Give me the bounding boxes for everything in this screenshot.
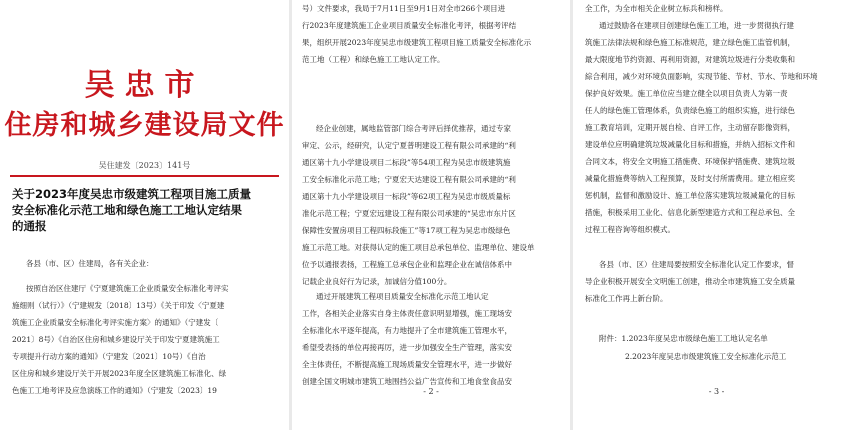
text-line: 过程工程咨询等组织模式。: [585, 225, 675, 234]
text-line: 工安全标准化示范工地；宁夏宏天达建设工程有限公司承建的“利: [302, 175, 516, 184]
document-number: 吴住建发〔2023〕141号: [98, 161, 191, 170]
title-line: 的通报: [12, 219, 47, 233]
text-line: 最大限度地节约资源、再利用资源，对建筑垃圾进行分类收集和: [585, 55, 795, 64]
text-line: 全标准化水平逐年提高，有力地提升了全市建筑施工管理水平，: [302, 326, 512, 335]
text-line: 区住房和城乡建设厅关于开展2023年度全区建筑施工标准化、绿: [12, 369, 227, 378]
body-paragraph: [585, 256, 849, 307]
body-paragraph: [302, 0, 560, 68]
document-title: [12, 186, 280, 234]
text-line: 施工教育培训，定期开展自检、自评工作，主动留存影像资料，: [585, 123, 795, 132]
text-line: 行2023年度建筑施工企业项目质量安全标准化考评，根据考评结: [302, 21, 517, 30]
text-line: 2021〕8号）《自治区住房和城乡建设厅关于印发宁夏建筑施工: [12, 335, 220, 344]
red-divider: [10, 175, 279, 177]
text-line: 惩机制，监督和激励设计、施工单位落实建筑垃圾减量化的目标: [585, 191, 795, 200]
text-line: 按照自治区住建厅《宁夏建筑施工企业质量安全标准化考评实: [26, 284, 229, 293]
text-line: 通区第十九小学建设项目二标段”等54项工程为吴忠市级建筑施: [302, 158, 511, 167]
text-line: 准化示范工程；宁夏宏远建设工程有限公司承建的“吴忠市东片区: [302, 209, 516, 218]
page-number: - 2 -: [423, 387, 439, 396]
text-line: 合同文本，将安全文明施工措施费、环境保护措施费、建筑垃圾: [585, 157, 795, 166]
document-header: 住房和城乡建设局文件: [4, 110, 285, 141]
text-line: 范工地（工程）和绿色施工工地认定工作。: [302, 55, 445, 64]
text-line: 通过鼓励各在建项目创建绿色施工工地，进一步贯彻执行建: [599, 21, 794, 30]
text-line: 建设单位应明确建筑垃圾减量化目标和措施，并纳入招标文件和: [585, 140, 795, 149]
page-number: - 3 -: [708, 387, 725, 396]
text-line: 创建全国文明城市建筑工地围挡公益广告宣传和工地食堂食品安: [302, 377, 512, 386]
text-line: 施工示范工地。对获得认定的施工项目总承包单位、监理单位、建设单: [302, 243, 535, 252]
issuer-name: 吴忠市: [84, 68, 205, 103]
text-line: 记载企业良好行为记录，加诚信分值100分。: [302, 277, 452, 286]
text-line: 筑施工法律法规和绿色施工标准规范，建立绿色施工监管机制，: [585, 38, 795, 47]
text-line: 綜合利用，减少对环境负面影响，实现节能、节材、节水、节地和环境: [585, 72, 818, 81]
text-line: 位予以通报表扬，工程施工总承包企业和监理企业在诚信体系中: [302, 260, 512, 269]
attachment-item: 2.2023年度吴忠市级建筑施工安全标准化示范工: [625, 352, 787, 361]
text-line: 色施工工地考评及应急演练工作的通知》（宁建发〔2023〕19: [12, 386, 217, 395]
text-line: 措施，积极采用工业化、信息化新型建造方式和工程总承包、全: [585, 208, 795, 217]
text-line: 标准化工作再上新台阶。: [585, 294, 668, 303]
body-paragraph: [302, 120, 560, 290]
text-line: 全工作，为全市相关企业树立标兵和榜样。: [585, 4, 728, 13]
body-paragraph: [302, 288, 560, 390]
document-page-1: [0, 0, 289, 430]
text-line: 保障性安置房项目工程四标段施工”等17项工程为吴忠市级绿色: [302, 226, 511, 235]
text-line: 果，组织开展2023年度吴忠市级建筑工程项目施工质量安全标准化示: [302, 38, 532, 47]
body-paragraph: [12, 280, 280, 399]
text-line: 专项提升行动方案的通知》（宁建发〔2021〕10号）《自治: [12, 352, 206, 361]
text-line: 减量化措施费等纳入工程预算，及时支付所需费用。建立相应奖: [585, 174, 795, 183]
text-line: 审定、公示，经研究，认定宁夏普明建设工程有限公司承建的“利: [302, 141, 516, 150]
text-line: 号）文件要求，我局于7月11日至9月1日对全市266个项目进: [302, 4, 506, 13]
text-line: 全主体责任，不断提高施工现场质量安全管理水平，进一步做好: [302, 360, 512, 369]
title-line: 关于2023年度吴忠市级建筑工程项目施工质量: [12, 187, 252, 201]
text-line: 保护良好效果。施工单位应当建立健全以项目负责人为第一责: [585, 89, 788, 98]
body-paragraph: [585, 17, 849, 238]
text-line: 导企业积极开展安全文明施工创建，推动全市建筑施工安全质量: [585, 277, 795, 286]
text-line: 任人的绿色施工管理体系，负责绿色施工的组织实施，进行绿色: [585, 106, 795, 115]
attachment-item: 附件：1.2023年度吴忠市级绿色施工工地认定名单: [599, 334, 768, 343]
document-page-2: [292, 0, 570, 430]
body-paragraph: [585, 0, 849, 17]
text-line: 各县（市、区）住建局要按照安全标准化认定工作要求，督: [599, 260, 794, 269]
text-line: 经企业创建，属地监管部门综合考评后择优推荐，通过专家: [316, 124, 511, 133]
text-line: 通过开展建筑工程项目质量安全标准化示范工地认定: [316, 292, 489, 301]
attachment-list: [599, 330, 786, 366]
text-line: 施细则（试行）》（宁建规发〔2018〕13号）《关于印发〈宁夏建: [12, 301, 225, 310]
document-page-3: [573, 0, 860, 430]
title-line: 安全标准化示范工地和绿色施工工地认定结果: [12, 203, 242, 217]
text-line: 希望受表扬的单位再接再厉，进一步加强安全生产管理，落实安: [302, 343, 512, 352]
text-line: 通区第十九小学建设项目一标段”等62项工程为吴忠市级质量标: [302, 192, 511, 201]
salutation: 各县（市、区）住建局，各有关企业：: [26, 259, 154, 268]
text-line: 工作，各相关企业落实自身主体责任意识明显增强，施工现场安: [302, 309, 512, 318]
text-line: 筑施工企业质量安全标准化考评实施方案〉的通知》（宁建发〔: [12, 318, 219, 327]
